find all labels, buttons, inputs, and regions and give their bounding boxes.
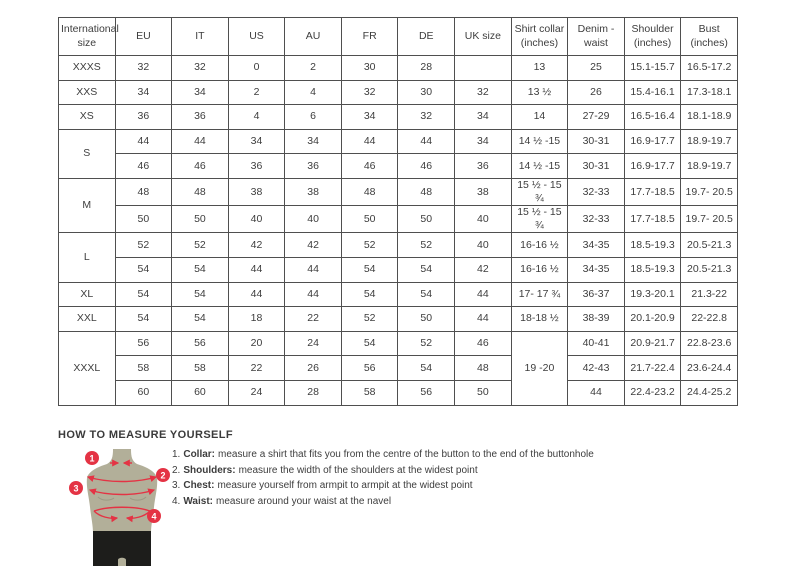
- table-cell: 50: [398, 206, 455, 233]
- table-cell: 34: [341, 105, 398, 130]
- table-cell: 44: [115, 129, 172, 154]
- table-cell: 19.7- 20.5: [681, 178, 738, 205]
- table-cell: [455, 56, 512, 81]
- table-row: [59, 307, 738, 332]
- table-row: [59, 178, 738, 205]
- column-header: DE: [398, 18, 455, 56]
- table-cell: 18.9-19.7: [681, 129, 738, 154]
- table-cell: 26: [568, 80, 625, 105]
- column-header: US: [228, 18, 285, 56]
- table-cell: 20.5-21.3: [681, 233, 738, 258]
- table-cell: 20.5-21.3: [681, 258, 738, 283]
- table-cell: 52: [398, 233, 455, 258]
- table-cell: 13: [511, 56, 568, 81]
- table-cell: 52: [398, 331, 455, 356]
- table-cell: 46: [172, 154, 229, 179]
- table-cell: 40: [285, 206, 342, 233]
- table-cell: 44: [455, 307, 512, 332]
- size-cell: S: [59, 129, 116, 178]
- column-header: International size: [59, 18, 116, 56]
- table-cell: 54: [398, 282, 455, 307]
- column-header: IT: [172, 18, 229, 56]
- table-row: [59, 282, 738, 307]
- table-cell: 38: [228, 178, 285, 205]
- table-cell: 36: [455, 154, 512, 179]
- table-cell: 46: [341, 154, 398, 179]
- table-cell: 19.3-20.1: [624, 282, 681, 307]
- table-cell: 50: [172, 206, 229, 233]
- table-cell: 16.9-17.7: [624, 154, 681, 179]
- table-cell: 34: [455, 105, 512, 130]
- step-text: measure around your waist at the navel: [215, 495, 392, 507]
- table-cell: 14 ½ -15: [511, 129, 568, 154]
- table-cell: 32: [455, 80, 512, 105]
- table-cell: 54: [115, 258, 172, 283]
- size-cell: XXS: [59, 80, 116, 105]
- size-cell: M: [59, 178, 116, 233]
- step-3-number: 3: [73, 483, 79, 494]
- table-cell: 54: [398, 258, 455, 283]
- table-cell: 46: [455, 331, 512, 356]
- table-cell: 28: [285, 381, 342, 406]
- size-cell: L: [59, 233, 116, 282]
- table-cell: 4: [228, 105, 285, 130]
- table-cell: 15 ½ - 15 ¾: [511, 206, 568, 233]
- table-row: [59, 356, 738, 381]
- table-cell: 18.5-19.3: [624, 258, 681, 283]
- table-row: [59, 80, 738, 105]
- table-cell: 54: [341, 331, 398, 356]
- table-cell: 32: [172, 56, 229, 81]
- table-cell: 40: [455, 233, 512, 258]
- table-row: [59, 56, 738, 81]
- step-1-number: 1: [89, 453, 95, 464]
- table-cell: 36: [172, 105, 229, 130]
- table-cell: 54: [172, 282, 229, 307]
- table-cell: 44: [398, 129, 455, 154]
- table-cell: 19.7- 20.5: [681, 206, 738, 233]
- step-2-number: 2: [160, 470, 166, 481]
- table-cell: 22.8-23.6: [681, 331, 738, 356]
- table-cell: 48: [455, 356, 512, 381]
- table-cell: 14: [511, 105, 568, 130]
- table-row: [59, 154, 738, 179]
- table-cell: 27-29: [568, 105, 625, 130]
- table-cell: 18.9-19.7: [681, 154, 738, 179]
- table-cell: 46: [398, 154, 455, 179]
- table-cell: 40: [455, 206, 512, 233]
- table-cell: 34-35: [568, 233, 625, 258]
- table-cell: 52: [115, 233, 172, 258]
- step-4-number: 4: [151, 511, 157, 522]
- table-cell: 48: [115, 178, 172, 205]
- table-cell: 42: [285, 233, 342, 258]
- step-text: measure a shirt that fits you from the centre of the button to the end of the buttonhole: [218, 449, 594, 460]
- table-cell: 22.4-23.2: [624, 381, 681, 406]
- column-header: UK size: [455, 18, 512, 56]
- table-cell: 54: [115, 307, 172, 332]
- table-cell: 44: [285, 258, 342, 283]
- table-cell: 20.1-20.9: [624, 307, 681, 332]
- table-cell: 25: [568, 56, 625, 81]
- table-cell: 50: [455, 381, 512, 406]
- table-cell: 18-18 ½: [511, 307, 568, 332]
- table-cell: 42-43: [568, 356, 625, 381]
- table-cell: 38: [455, 178, 512, 205]
- size-cell: XXXS: [59, 56, 116, 81]
- table-cell: 30-31: [568, 154, 625, 179]
- table-cell: 18.1-18.9: [681, 105, 738, 130]
- table-cell: 44: [285, 282, 342, 307]
- measure-step: [172, 478, 594, 494]
- table-cell: 22-22.8: [681, 307, 738, 332]
- table-cell: 48: [172, 178, 229, 205]
- measure-steps-list: [172, 447, 594, 509]
- table-cell: 18: [228, 307, 285, 332]
- table-header-row: [59, 18, 738, 56]
- table-cell: 34: [115, 80, 172, 105]
- step-number: 2.: [172, 464, 181, 476]
- table-cell: 60: [115, 381, 172, 406]
- table-cell: 34: [285, 129, 342, 154]
- table-cell: 16.5-17.2: [681, 56, 738, 81]
- step-number: 3.: [172, 480, 181, 492]
- table-cell: 16.9-17.7: [624, 129, 681, 154]
- table-cell: 44: [172, 129, 229, 154]
- table-cell: 15.4-16.1: [624, 80, 681, 105]
- size-cell: XXXL: [59, 331, 116, 405]
- step-label: Waist:: [183, 495, 213, 507]
- table-cell: 28: [398, 56, 455, 81]
- size-conversion-table: [58, 17, 738, 406]
- table-row: [59, 129, 738, 154]
- table-cell: 6: [285, 105, 342, 130]
- table-cell: 58: [115, 356, 172, 381]
- size-cell: XXL: [59, 307, 116, 332]
- table-cell: 42: [228, 233, 285, 258]
- table-cell: 34: [172, 80, 229, 105]
- table-row: [59, 381, 738, 406]
- table-row: [59, 233, 738, 258]
- table-cell: 54: [341, 258, 398, 283]
- table-cell: 60: [172, 381, 229, 406]
- measure-step: [172, 494, 594, 510]
- table-cell: 58: [172, 356, 229, 381]
- table-cell: 44: [341, 129, 398, 154]
- table-cell: 13 ½: [511, 80, 568, 105]
- column-header: FR: [341, 18, 398, 56]
- measure-step: [172, 463, 594, 479]
- table-cell: 40-41: [568, 331, 625, 356]
- step-label: Shoulders:: [183, 464, 236, 476]
- table-row: [59, 105, 738, 130]
- table-row: [59, 206, 738, 233]
- table-cell: 30: [341, 56, 398, 81]
- table-cell: 54: [172, 307, 229, 332]
- size-cell: XL: [59, 282, 116, 307]
- table-cell: 19 -20: [511, 331, 568, 405]
- table-cell: 30-31: [568, 129, 625, 154]
- table-cell: 48: [341, 178, 398, 205]
- step-number: 1.: [172, 449, 181, 460]
- step-label: Chest:: [183, 480, 215, 492]
- table-cell: 56: [172, 331, 229, 356]
- table-cell: 56: [398, 381, 455, 406]
- step-text: measure the width of the shoulders at the widest point: [238, 464, 478, 476]
- table-cell: 52: [172, 233, 229, 258]
- column-header: Denim - waist: [568, 18, 625, 56]
- table-cell: 42: [455, 258, 512, 283]
- table-cell: 36: [285, 154, 342, 179]
- table-cell: 58: [341, 381, 398, 406]
- table-cell: 15 ½ - 15 ¾: [511, 178, 568, 205]
- table-cell: 50: [341, 206, 398, 233]
- table-cell: 30: [398, 80, 455, 105]
- table-cell: 18.5-19.3: [624, 233, 681, 258]
- table-cell: 52: [341, 307, 398, 332]
- table-cell: 16-16 ½: [511, 258, 568, 283]
- table-cell: 15.1-15.7: [624, 56, 681, 81]
- table-cell: 56: [341, 356, 398, 381]
- table-cell: 32: [398, 105, 455, 130]
- measure-section-heading: HOW TO MEASURE YOURSELF: [58, 429, 234, 441]
- table-cell: 32-33: [568, 178, 625, 205]
- table-cell: 22: [228, 356, 285, 381]
- table-cell: 44: [228, 282, 285, 307]
- table-cell: 14 ½ -15: [511, 154, 568, 179]
- table-cell: 38-39: [568, 307, 625, 332]
- table-cell: 21.7-22.4: [624, 356, 681, 381]
- mannequin-figure: [68, 447, 180, 566]
- table-cell: 2: [228, 80, 285, 105]
- table-row: [59, 331, 738, 356]
- table-cell: 34: [228, 129, 285, 154]
- table-cell: 17.7-18.5: [624, 206, 681, 233]
- column-header: Bust (inches): [681, 18, 738, 56]
- table-cell: 54: [115, 282, 172, 307]
- table-cell: 17.3-18.1: [681, 80, 738, 105]
- table-cell: 54: [398, 356, 455, 381]
- table-cell: 48: [398, 178, 455, 205]
- column-header: Shoulder (inches): [624, 18, 681, 56]
- table-cell: 34: [455, 129, 512, 154]
- table-cell: 36: [228, 154, 285, 179]
- table-cell: 24.4-25.2: [681, 381, 738, 406]
- table-cell: 54: [341, 282, 398, 307]
- table-cell: 20.9-21.7: [624, 331, 681, 356]
- table-cell: 40: [228, 206, 285, 233]
- table-cell: 32-33: [568, 206, 625, 233]
- table-cell: 54: [172, 258, 229, 283]
- table-cell: 46: [115, 154, 172, 179]
- column-header: AU: [285, 18, 342, 56]
- table-cell: 24: [285, 331, 342, 356]
- table-cell: 4: [285, 80, 342, 105]
- table-cell: 16.5-16.4: [624, 105, 681, 130]
- table-cell: 52: [341, 233, 398, 258]
- table-body: [59, 56, 738, 406]
- table-cell: 17.7-18.5: [624, 178, 681, 205]
- table-cell: 21.3-22: [681, 282, 738, 307]
- table-cell: 23.6-24.4: [681, 356, 738, 381]
- table-cell: 34-35: [568, 258, 625, 283]
- step-text: measure yourself from armpit to armpit at the widest point: [217, 480, 473, 492]
- table-cell: 56: [115, 331, 172, 356]
- column-header: EU: [115, 18, 172, 56]
- table-cell: 24: [228, 381, 285, 406]
- table-cell: 20: [228, 331, 285, 356]
- measure-step: [172, 447, 594, 463]
- table-cell: 44: [455, 282, 512, 307]
- table-cell: 32: [341, 80, 398, 105]
- table-cell: 2: [285, 56, 342, 81]
- table-cell: 44: [228, 258, 285, 283]
- step-number: 4.: [172, 495, 181, 507]
- table-cell: 22: [285, 307, 342, 332]
- table-cell: 16-16 ½: [511, 233, 568, 258]
- table-cell: 26: [285, 356, 342, 381]
- column-header: Shirt collar (inches): [511, 18, 568, 56]
- step-label: Collar:: [183, 449, 216, 460]
- table-row: [59, 258, 738, 283]
- table-cell: 32: [115, 56, 172, 81]
- table-cell: 44: [568, 381, 625, 406]
- size-cell: XS: [59, 105, 116, 130]
- table-cell: 17- 17 ¾: [511, 282, 568, 307]
- table-cell: 36: [115, 105, 172, 130]
- table-cell: 38: [285, 178, 342, 205]
- table-cell: 50: [398, 307, 455, 332]
- table-cell: 50: [115, 206, 172, 233]
- table-cell: 0: [228, 56, 285, 81]
- table-cell: 36-37: [568, 282, 625, 307]
